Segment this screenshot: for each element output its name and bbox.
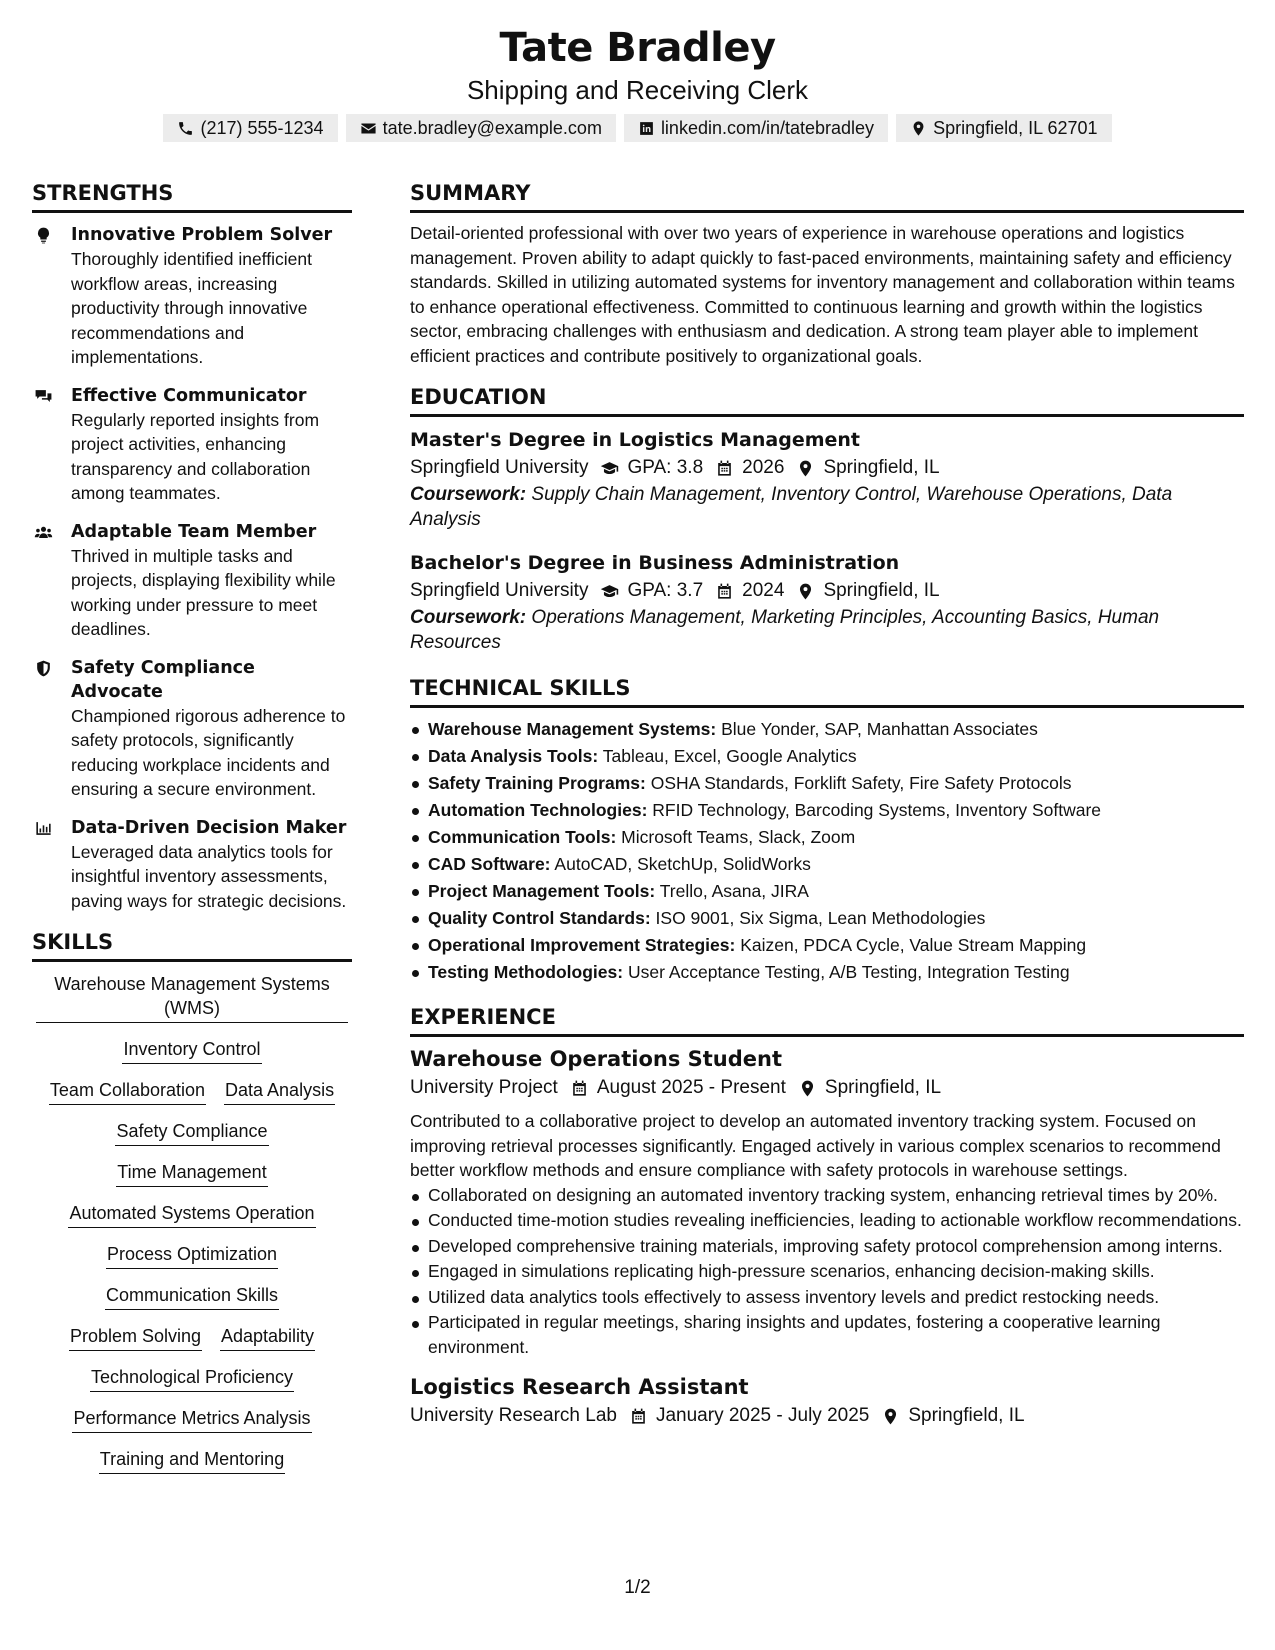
phone-text: (217) 555-1234	[200, 118, 324, 138]
degree-title: Master's Degree in Logistics Management	[410, 429, 861, 451]
bar-chart-icon	[34, 819, 53, 838]
education-item	[410, 550, 1244, 655]
skills-heading: SKILLS	[32, 927, 352, 962]
strength-item	[32, 816, 352, 914]
job-location: Springfield, IL	[824, 1077, 942, 1098]
skill-tag: Team Collaboration	[49, 1078, 206, 1105]
tech-skill-label: Communication Tools:	[428, 827, 617, 847]
school-name: Springfield University	[410, 580, 589, 601]
education-list	[410, 427, 1244, 655]
contact-linkedin[interactable]	[624, 114, 888, 142]
summary-text: Detail-oriented professional with over two years of experience in warehouse operations and logistics management. Proven ability to adapt quickly to fast-paced environments, maintaining safety and efficiency standards. Skilled in utilizing automated systems for inventory management and collaboration within teams to enhance operational effectiveness. Committed to continuous learning and growth within the logistics sector, embracing challenges with enthusiasm and dedication. A strong team player able to implement efficient practices and contribute positively to organizational goals.	[410, 223, 1235, 366]
tech-skill-value: RFID Technology, Barcoding Systems, Inventory Software	[652, 800, 1102, 820]
list-item	[410, 743, 1244, 770]
strengths-list	[32, 223, 352, 913]
job-description: Contributed to a collaborative project to develop an automated inventory tracking system. Focused on improving retrieval processes significantly. Engaged actively in various complex scenarios to recommend better workflow methods and ensure compliance with safety protocols in warehouse settings.	[410, 1111, 1221, 1180]
experience-heading: EXPERIENCE	[410, 1002, 1244, 1037]
graduation-cap-icon	[600, 459, 619, 478]
gpa-value: GPA: 3.7	[627, 580, 704, 601]
tech-skill-value: Blue Yonder, SAP, Manhattan Associates	[721, 719, 1038, 739]
strength-desc: Regularly reported insights from project activities, enhancing transparency and collaboration among teammates.	[71, 409, 320, 503]
degree-title: Bachelor's Degree in Business Administration	[410, 552, 900, 574]
shield-icon	[34, 659, 53, 678]
technical-skills-list	[410, 716, 1244, 986]
tech-skill-value: Trello, Asana, JIRA	[659, 881, 809, 901]
coursework	[410, 483, 1244, 532]
list-item	[410, 851, 1244, 878]
list-item: Utilized data analytics tools effectively to assess inventory levels and predict restocking needs.	[410, 1285, 1244, 1310]
lightbulb-icon	[34, 226, 53, 245]
education-meta	[410, 453, 1244, 483]
coursework	[410, 606, 1244, 655]
experience-meta	[410, 1401, 1244, 1431]
tech-skill-value: Kaizen, PDCA Cycle, Value Stream Mapping	[740, 935, 1087, 955]
contact-phone[interactable]	[163, 114, 337, 142]
tech-skill-label: Project Management Tools:	[428, 881, 656, 901]
strength-title: Innovative Problem Solver	[71, 225, 333, 245]
tech-skill-label: Operational Improvement Strategies:	[428, 935, 736, 955]
linkedin-text: linkedin.com/in/tatebradley	[660, 118, 875, 138]
skill-tag: Process Optimization	[106, 1242, 278, 1269]
job-location: Springfield, IL	[908, 1405, 1025, 1426]
strength-title: Safety Compliance Advocate	[71, 657, 255, 702]
email-text: tate.bradley@example.com	[382, 118, 602, 138]
skill-tag: Safety Compliance	[115, 1119, 268, 1146]
chat-bubbles-icon	[34, 387, 53, 406]
tech-skill-label: Data Analysis Tools:	[428, 746, 599, 766]
list-item	[410, 716, 1244, 743]
strength-desc: Leveraged data analytics tools for insightful inventory assessments, paving ways for strategic decisions.	[71, 841, 347, 911]
strength-item	[32, 520, 352, 642]
technical-skills-heading: TECHNICAL SKILLS	[410, 673, 1244, 708]
strength-title: Data-Driven Decision Maker	[71, 817, 347, 838]
strengths-heading: STRENGTHS	[32, 178, 352, 213]
school-location: Springfield, IL	[823, 457, 940, 478]
date-range: August 2025 - Present	[596, 1077, 786, 1098]
organization: University Project	[410, 1077, 558, 1098]
experience-list	[410, 1045, 1244, 1431]
job-title: Shipping and Receiving Clerk	[466, 75, 809, 105]
location-pin-icon	[796, 582, 815, 601]
school-name: Springfield University	[410, 457, 589, 478]
experience-item	[410, 1373, 1244, 1431]
left-column	[32, 178, 352, 1488]
tech-skill-value: User Acceptance Testing, A/B Testing, Integration Testing	[627, 962, 1070, 982]
calendar-icon	[629, 1407, 648, 1426]
list-item: Engaged in simulations replicating high-pressure scenarios, enhancing decision-making skills.	[410, 1259, 1244, 1284]
gpa-value: GPA: 3.8	[627, 457, 704, 478]
skill-tag: Adaptability	[220, 1324, 315, 1351]
list-item	[410, 932, 1244, 959]
summary-heading: SUMMARY	[410, 178, 1244, 213]
list-item: Conducted time-motion studies revealing inefficiencies, leading to actionable workflow recommendations.	[410, 1208, 1244, 1233]
organization: University Research Lab	[410, 1405, 617, 1426]
coursework-label: Coursework:	[410, 484, 527, 505]
skill-tag: Technological Proficiency	[90, 1365, 294, 1392]
page-number: 1/2	[624, 1577, 651, 1598]
skills-section	[32, 927, 352, 1474]
strength-desc: Thoroughly identified inefficient workflow areas, increasing productivity through innovative recommendations and implementations.	[71, 249, 312, 367]
skill-tag: Communication Skills	[105, 1283, 279, 1310]
list-item	[410, 959, 1244, 986]
contact-bar	[0, 114, 1275, 142]
tech-skill-label: Quality Control Standards:	[428, 908, 651, 928]
location-text: Springfield, IL 62701	[933, 118, 1098, 138]
list-item	[410, 824, 1244, 851]
list-item	[410, 878, 1244, 905]
calendar-icon	[715, 582, 734, 601]
tech-skill-label: Warehouse Management Systems:	[428, 719, 717, 739]
calendar-icon	[570, 1079, 589, 1098]
users-icon	[34, 523, 53, 542]
tech-skill-value: AutoCAD, SketchUp, SolidWorks	[554, 854, 811, 874]
strength-desc: Championed rigorous adherence to safety protocols, significantly reducing workplace incidents and ensuring a secure environment.	[71, 705, 346, 799]
school-location: Springfield, IL	[823, 580, 940, 601]
tech-skill-label: Safety Training Programs:	[428, 773, 646, 793]
coursework-list: Supply Chain Management, Inventory Control, Warehouse Operations, Data Analysis	[410, 484, 1173, 530]
graduation-year: 2026	[742, 457, 785, 478]
location-pin-icon	[910, 120, 927, 137]
strength-item	[32, 656, 352, 802]
strength-item	[32, 223, 352, 370]
education-meta	[410, 576, 1244, 606]
tech-skill-value: OSHA Standards, Forklift Safety, Fire Safety Protocols	[650, 773, 1072, 793]
skill-tag: Performance Metrics Analysis	[72, 1406, 311, 1433]
phone-icon	[177, 120, 194, 137]
resume-header	[0, 22, 1275, 142]
education-item	[410, 427, 1244, 532]
list-item	[410, 797, 1244, 824]
list-item: Developed comprehensive training materials, improving safety protocol comprehension among interns.	[410, 1234, 1244, 1259]
location-pin-icon	[798, 1079, 817, 1098]
skill-tag: Automated Systems Operation	[68, 1201, 315, 1228]
strength-item	[32, 384, 352, 506]
calendar-icon	[715, 459, 734, 478]
envelope-icon	[360, 120, 377, 137]
linkedin-icon	[638, 120, 655, 137]
experience-meta	[410, 1073, 1244, 1103]
tech-skill-label: Automation Technologies:	[428, 800, 648, 820]
skill-tag: Inventory Control	[122, 1037, 261, 1064]
graduation-cap-icon	[600, 582, 619, 601]
date-range: January 2025 - July 2025	[655, 1405, 870, 1426]
list-item: Participated in regular meetings, sharing insights and updates, fostering a cooperative learning environment.	[410, 1310, 1244, 1359]
skill-tag: Problem Solving	[69, 1324, 202, 1351]
list-item	[410, 905, 1244, 932]
location-pin-icon	[881, 1407, 900, 1426]
strength-desc: Thrived in multiple tasks and projects, displaying flexibility while working under pressure to meet deadlines.	[71, 545, 336, 639]
list-item	[410, 770, 1244, 797]
tech-skill-value: Tableau, Excel, Google Analytics	[602, 746, 857, 766]
education-heading: EDUCATION	[410, 382, 1244, 417]
coursework-label: Coursework:	[410, 607, 527, 628]
tech-skill-label: CAD Software:	[428, 854, 551, 874]
experience-item	[410, 1045, 1244, 1359]
strength-title: Effective Communicator	[71, 385, 307, 406]
skills-list	[32, 972, 352, 1474]
skill-tag: Time Management	[116, 1160, 267, 1187]
skill-tag: Data Analysis	[224, 1078, 335, 1105]
position-title: Warehouse Operations Student	[410, 1047, 783, 1071]
skill-tag: Warehouse Management Systems (WMS)	[36, 972, 348, 1023]
skill-tag: Training and Mentoring	[99, 1447, 285, 1474]
position-title: Logistics Research Assistant	[410, 1375, 749, 1399]
list-item: Collaborated on designing an automated inventory tracking system, enhancing retrieval times by 20%.	[410, 1183, 1244, 1208]
tech-skill-value: ISO 9001, Six Sigma, Lean Methodologies	[655, 908, 986, 928]
coursework-list: Operations Management, Marketing Principles, Accounting Basics, Human Resources	[410, 607, 1160, 653]
strength-title: Adaptable Team Member	[71, 521, 317, 542]
contact-location	[896, 114, 1111, 142]
location-pin-icon	[796, 459, 815, 478]
tech-skill-label: Testing Methodologies:	[428, 962, 624, 982]
contact-email[interactable]	[346, 114, 616, 142]
tech-skill-value: Microsoft Teams, Slack, Zoom	[621, 827, 856, 847]
right-column	[410, 178, 1244, 1431]
candidate-name: Tate Bradley	[499, 25, 776, 71]
graduation-year: 2024	[742, 580, 785, 601]
